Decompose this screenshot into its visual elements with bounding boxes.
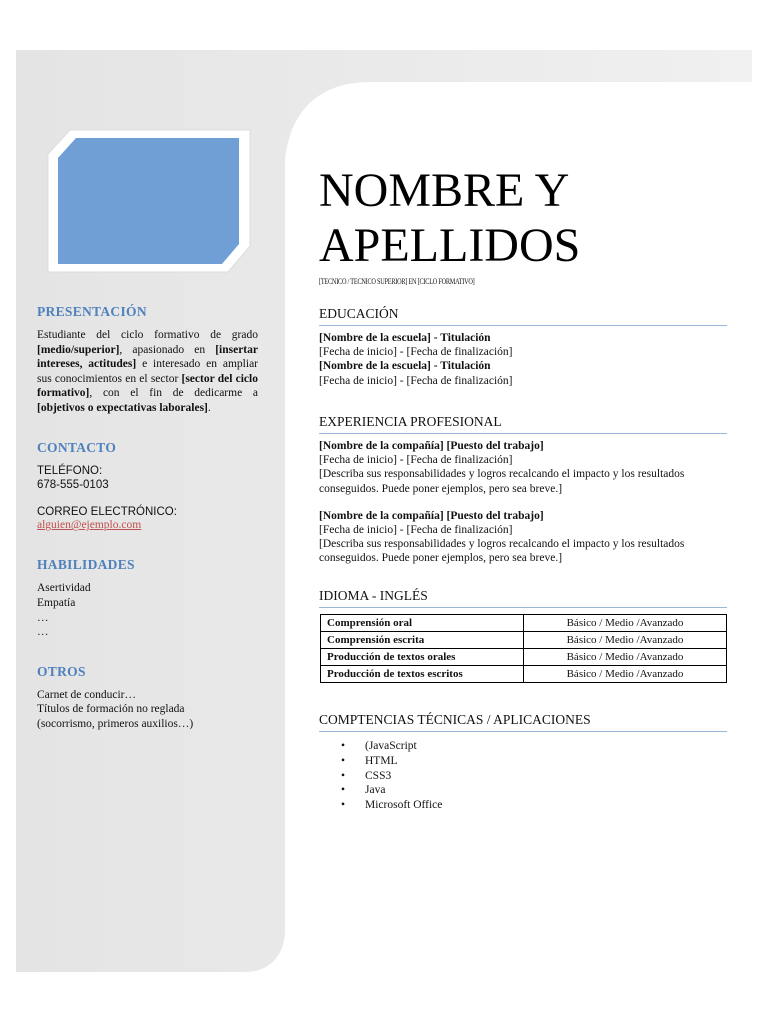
- job-description: [Describa sus responsabilidades y logros recalcando el impacto y los resultados conseguidos. Puede poner ejemplos, pero sea breve.]: [319, 538, 685, 565]
- list-item: …: [37, 626, 49, 639]
- presentacion-title: PRESENTACIÓN: [37, 304, 147, 319]
- table-row: Producción de textos orales Básico / Medio /Avanzado: [321, 649, 727, 666]
- list-item: • (JavaScript: [319, 739, 442, 754]
- list-item: • HTML: [319, 754, 442, 769]
- company-name: [Nombre de la compañía] [Puesto del trabajo]: [319, 440, 544, 452]
- list-item: Títulos de formación no reglada: [37, 703, 185, 716]
- habilidades-title: HABILIDADES: [37, 557, 135, 573]
- list-item: (socorrismo, primeros auxilios…): [37, 717, 194, 730]
- email-link[interactable]: alguien@ejemplo.com: [37, 519, 142, 532]
- habilidades-list: [37, 581, 258, 639]
- experiencia-title: EXPERIENCIA PROFESIONAL: [319, 414, 727, 434]
- company-name: [Nombre de la compañía] [Puesto del trabajo]: [319, 509, 544, 522]
- list-item: Asertividad: [37, 582, 91, 595]
- photo-area: [58, 138, 239, 264]
- job-dates: [Fecha de inicio] - [Fecha de finalización]: [319, 524, 513, 537]
- presentacion-text: Estudiante del ciclo formativo de grado [medio/superior], apasionado en [insertar intereses, actitudes] e interesado en ampliar sus conocimientos en el sector [sector del ciclo formativo], con el fin de dedicarme a [objetivos o expectativas laborales].: [37, 329, 258, 414]
- school-name: [Nombre de la escuela] - Titulación: [319, 360, 491, 373]
- subtitle: [TECNICO / TECNICO SUPERIOR] EN [CICLO FORMATIVO]: [319, 277, 475, 286]
- job-description: [Describa sus responsabilidades y logros recalcando el impacto y los resultados conseguidos. Puede poner ejemplos, pero sea breve.]: [319, 468, 685, 495]
- list-item: …: [37, 611, 49, 624]
- list-item: Carnet de conducir…: [37, 688, 136, 701]
- school-name: [Nombre de la escuela] - Titulación: [319, 332, 491, 344]
- experiencia-list: [319, 439, 727, 566]
- email-label: CORREO ELECTRÓNICO:: [37, 505, 177, 518]
- tech-list: [319, 739, 442, 813]
- school-dates: [Fecha de inicio] - [Fecha de finalización]: [319, 346, 513, 359]
- phone-label: TELÉFONO:: [37, 464, 103, 477]
- table-row: Comprensión oral Básico / Medio /Avanzado: [321, 615, 727, 632]
- list-item: • CSS3: [319, 769, 442, 784]
- page-title: NOMBRE Y APELLIDOS: [319, 164, 581, 272]
- list-item: Empatía: [37, 596, 76, 609]
- contacto-title: CONTACTO: [37, 439, 117, 455]
- phone-value: 678-555-0103: [37, 479, 109, 492]
- profile-photo-placeholder: [46, 128, 252, 274]
- language-table: [320, 614, 727, 683]
- idioma-title: IDIOMA - INGLÉS: [319, 588, 727, 608]
- educacion-list: [319, 331, 727, 388]
- list-item: • Microsoft Office: [319, 798, 442, 813]
- competencias-title: COMPTENCIAS TÉCNICAS / APLICACIONES: [319, 712, 727, 732]
- otros-list: [37, 688, 258, 732]
- otros-title: OTROS: [37, 663, 86, 679]
- sidebar: [37, 304, 258, 732]
- table-row: Producción de textos escritos Básico / Medio /Avanzado: [321, 666, 727, 683]
- job-dates: [Fecha de inicio] - [Fecha de finalización]: [319, 454, 513, 467]
- list-item: • Java: [319, 783, 442, 798]
- school-dates: [Fecha de inicio] - [Fecha de finalización]: [319, 374, 513, 387]
- educacion-title: EDUCACIÓN: [319, 306, 727, 326]
- table-row: Comprensión escrita Básico / Medio /Avanzado: [321, 632, 727, 649]
